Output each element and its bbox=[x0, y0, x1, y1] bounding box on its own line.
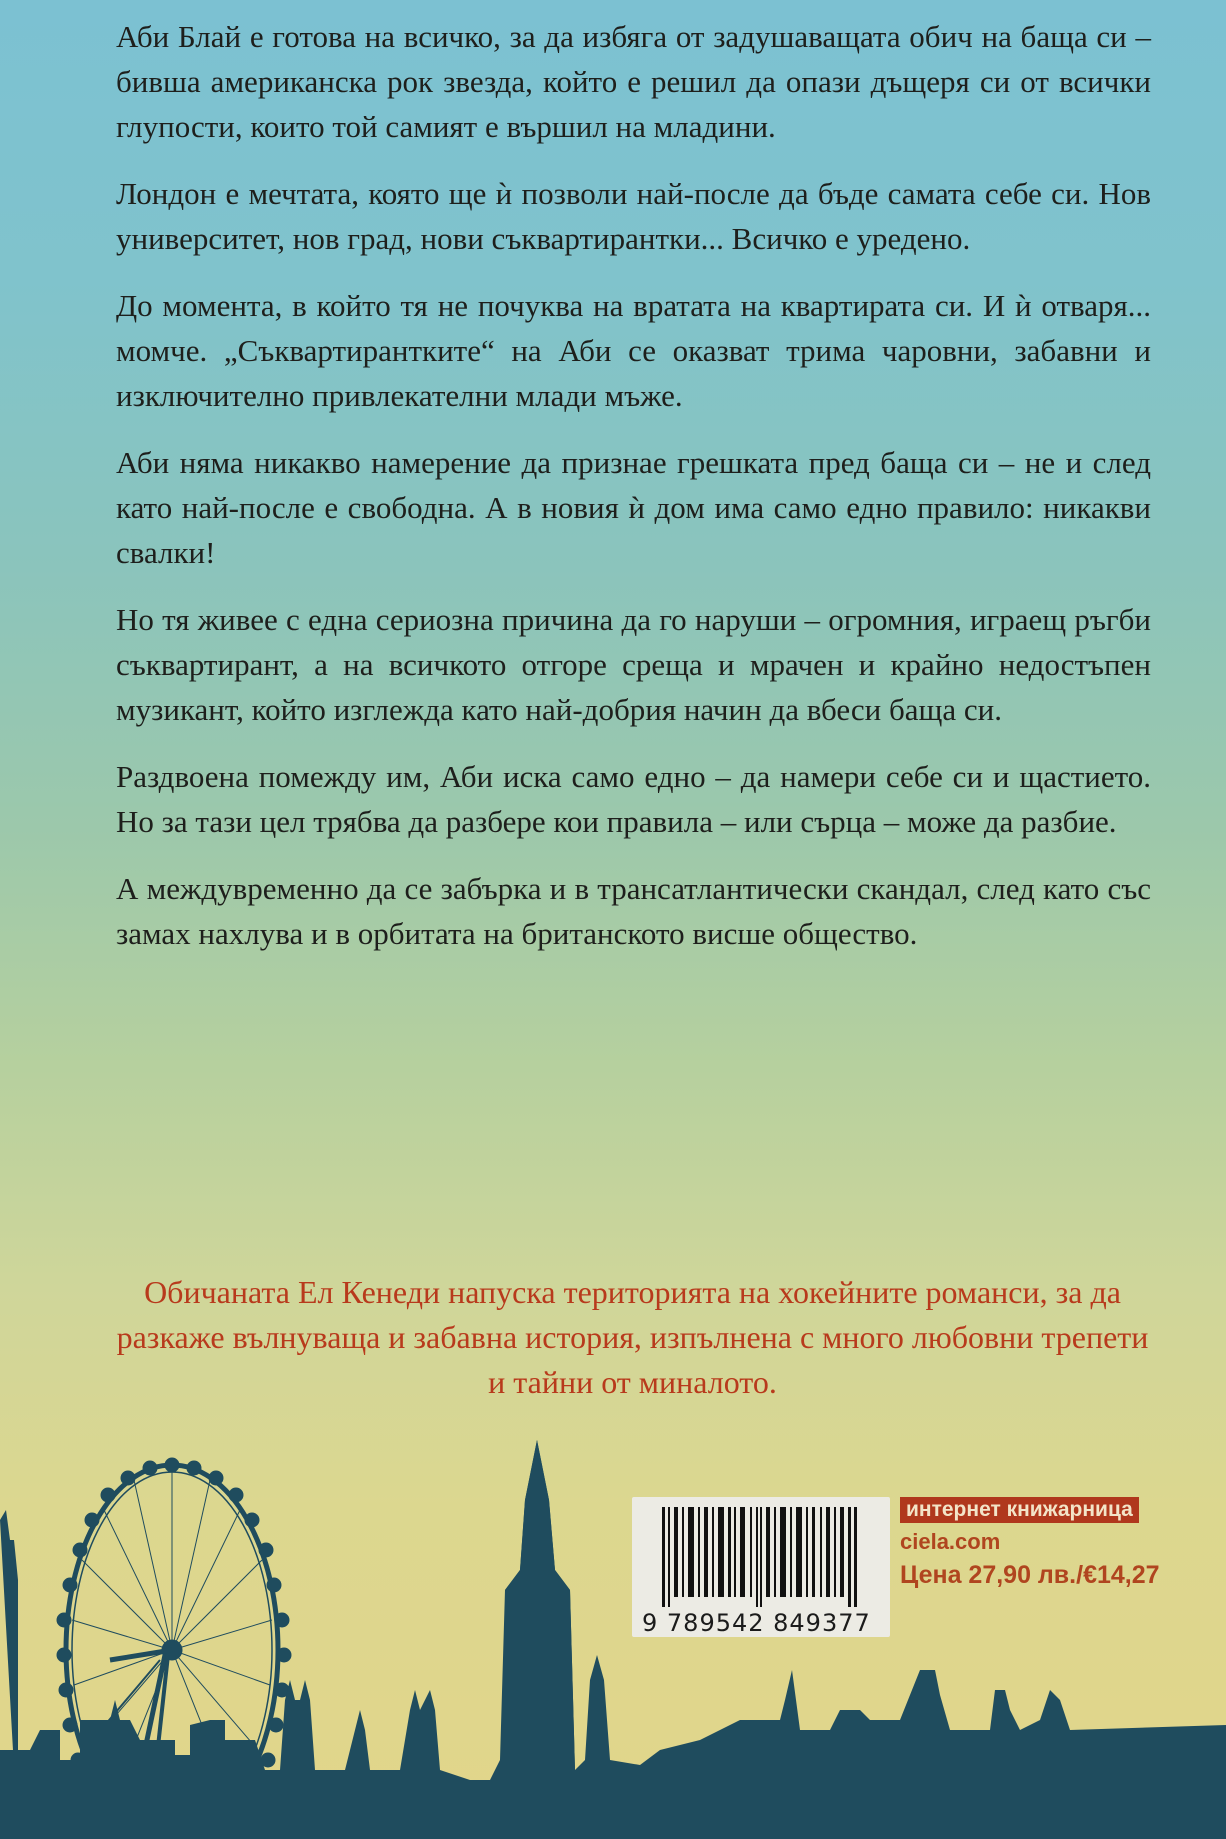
blurb-paragraph-2: Лондон е мечтата, която ще ѝ позволи най-после да бъде самата себе си. Нов университет, нов град, нови съквартирантки... Всичко е уредено. bbox=[116, 176, 1151, 256]
back-cover-blurb bbox=[116, 14, 1151, 978]
bookstore-info bbox=[900, 1497, 1160, 1590]
blurb-paragraph-7: А междувременно да се забърка и в трансатлантически скандал, след като със замах нахлува и в орбитата на британското висше общество. bbox=[116, 871, 1151, 951]
big-ben-icon bbox=[505, 1440, 575, 1770]
blurb-paragraph-5: Но тя живее с една сериозна причина да го наруши – огромния, играещ ръгби съквартирант, а на всичкото отгоре среща и мрачен и крайно недостъпен музикант, който изглежда като най-добрия начин да вбеси баща си. bbox=[116, 602, 1151, 727]
price-label: Цена 27,90 лв./€14,27 bbox=[900, 1561, 1160, 1589]
barcode bbox=[632, 1497, 890, 1637]
isbn-number: 9 789542 849377 bbox=[642, 1609, 871, 1637]
blurb-paragraph-6: Раздвоена помежду им, Аби иска само едно – да намери себе си и щастието. Но за тази цел трябва да разбере кои правила – или сърца – може да разбие. bbox=[116, 759, 1151, 839]
blurb-paragraph-3: До момента, в който тя не почуква на вратата на квартирата си. И ѝ отваря... момче. „Съквартирантките“ на Аби се оказват трима чаровни, забавни и изключително привлекателни млади мъже. bbox=[116, 288, 1151, 413]
author-tagline: Обичаната Ел Кенеди напуска територията на хокейните романси, за да разкаже вълнуваща и забавна история, изпълнена с много любовни трепети и тайни от миналото. bbox=[116, 1274, 1149, 1400]
bookstore-website: ciela.com bbox=[900, 1529, 1001, 1554]
online-bookstore-badge: интернет книжарница bbox=[900, 1497, 1139, 1523]
blurb-paragraph-1: Аби Блай е готова на всичко, за да избяга от задушаващата обич на баща си – бивша американска рок звезда, който е решил да опази дъщеря си от всички глупости, които той самият е вършил на младини. bbox=[116, 19, 1151, 144]
blurb-paragraph-4: Аби няма никакво намерение да признае грешката пред баща си – не и след като най-после е свободна. А в новия ѝ дом има само едно правило: никакви свалки! bbox=[116, 445, 1151, 570]
barcode-icon bbox=[662, 1507, 862, 1607]
